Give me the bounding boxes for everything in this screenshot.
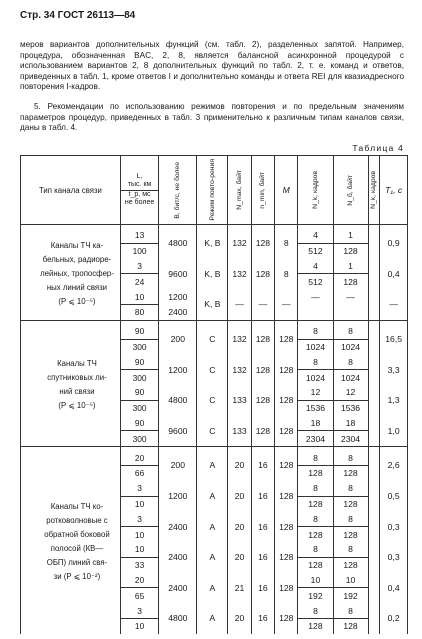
cell-nk-bytes: 512 xyxy=(298,274,333,289)
cell-bitrate: 9600 xyxy=(159,416,197,447)
col-nb: N_б, байт xyxy=(333,156,368,225)
channel-type-line: ОБП) линий свя- xyxy=(46,557,108,567)
cell-nk-bytes: 128 xyxy=(298,496,333,511)
cell-bitrate: 1200 xyxy=(159,354,197,385)
col-nk2: N_k, кадров xyxy=(368,156,380,225)
cell-length: 3 xyxy=(120,259,158,274)
cell-length: 20 xyxy=(120,447,158,466)
cell-nmax: 20 xyxy=(228,542,251,573)
cell-nb: 8 xyxy=(333,603,368,618)
cell-t1: 1,3 xyxy=(380,385,408,416)
cell-m: 128 xyxy=(275,354,298,385)
cell-m: 8 xyxy=(275,225,298,259)
cell-empty xyxy=(368,259,380,290)
cell-m: 128 xyxy=(275,603,298,634)
cell-time: 10 xyxy=(120,496,158,511)
cell-nk: 8 xyxy=(298,511,333,526)
cell-mode: K, B xyxy=(197,225,228,259)
cell-empty xyxy=(368,416,380,447)
cell-empty xyxy=(368,481,380,512)
paragraph-recommendations: 5. Рекомендации по использованию режимов повторения и по предельным значениям параметров процедур, приведенных в табл. 3 применительно к различным типам каналов связи, даны в табл. 4. xyxy=(20,102,404,133)
channel-group xyxy=(21,447,408,634)
paragraph-continuation: меров вариантов дополнительных функций (см. табл. 2), разделенных запятой. Например, процедура, обозначенная BAC, 2, 8, является балансной асинхронной процедурой с использованием вариантов 2, 8 дополнительных функций по табл. 2, т. е. команд и ответов, приведенных в табл. 1, кроме ответов I и дополнительно команды и ответа REI для квазиадресного повторения I-кадров. xyxy=(20,40,404,92)
cell-nb-bytes: 192 xyxy=(333,588,368,603)
cell-m: 128 xyxy=(275,416,298,447)
table-title: Таблица 4 xyxy=(352,143,404,153)
channel-type-line: Каналы ТЧ xyxy=(57,358,97,368)
table-row xyxy=(21,225,408,244)
cell-nmin: 128 xyxy=(251,225,274,259)
cell-nk-bytes: 1024 xyxy=(298,370,333,385)
col-t1: T₁, с xyxy=(380,156,408,225)
cell-bitrate: 4800 xyxy=(159,385,197,416)
cell-t1: 0,2 xyxy=(380,603,408,634)
cell-bitrate: 2400 xyxy=(159,542,197,573)
cell-nk: 8 xyxy=(298,447,333,466)
cell-nmax: 20 xyxy=(228,603,251,634)
cell-length: 90 xyxy=(120,416,158,431)
cell-mode: A xyxy=(197,511,228,542)
cell-nmin: 128 xyxy=(251,320,274,354)
cell-t1: 2,6 xyxy=(380,447,408,481)
cell-m: 128 xyxy=(275,447,298,481)
cell-mode: A xyxy=(197,573,228,604)
cell-nk-bytes: 128 xyxy=(298,618,333,633)
cell-nk: 10 xyxy=(298,573,333,588)
cell-length: 13 xyxy=(120,225,158,244)
cell-nb: 8 xyxy=(333,320,368,339)
cell-bitrate: 2400 xyxy=(159,511,197,542)
cell-empty xyxy=(368,225,380,259)
cell-mode: A xyxy=(197,481,228,512)
cell-nmax: 20 xyxy=(228,481,251,512)
cell-nb-bytes: 128 xyxy=(333,496,368,511)
cell-bitrate: 1200 xyxy=(159,289,197,304)
cell-nk-bytes: 128 xyxy=(298,557,333,572)
cell-length: 90 xyxy=(120,354,158,369)
cell-bitrate: 200 xyxy=(159,320,197,354)
cell-nb-bytes: 128 xyxy=(333,618,368,633)
cell-empty xyxy=(368,511,380,542)
cell-t1: 0,5 xyxy=(380,481,408,512)
cell-nk-bytes: 128 xyxy=(298,527,333,542)
cell-mode: A xyxy=(197,603,228,634)
cell-m: — xyxy=(275,289,298,320)
cell-mode: C xyxy=(197,416,228,447)
cell-nmin: 16 xyxy=(251,603,274,634)
cell-nb: 12 xyxy=(333,385,368,400)
cell-nk: 8 xyxy=(298,603,333,618)
cell-m: 128 xyxy=(275,573,298,604)
cell-time: 10 xyxy=(120,527,158,542)
cell-m: 128 xyxy=(275,511,298,542)
cell-empty xyxy=(368,603,380,634)
cell-nk-bytes xyxy=(298,304,333,320)
cell-bitrate-2: 2400 xyxy=(159,304,197,320)
cell-empty xyxy=(368,320,380,354)
cell-nmin: 16 xyxy=(251,542,274,573)
cell-nk-bytes: 192 xyxy=(298,588,333,603)
cell-mode: C xyxy=(197,354,228,385)
col-length: L, тыс. км t_р, мс не более xyxy=(120,156,158,225)
cell-nb-bytes: 128 xyxy=(333,274,368,289)
cell-bitrate: 4800 xyxy=(159,225,197,259)
cell-nk: 8 xyxy=(298,481,333,496)
channel-type-line: ных линий связи xyxy=(46,282,108,292)
col-bitrate: B, бит/с, не более xyxy=(159,156,197,225)
cell-m: 128 xyxy=(275,542,298,573)
cell-nmax: 132 xyxy=(228,259,251,290)
cell-nk: 12 xyxy=(298,385,333,400)
cell-t1: 0,4 xyxy=(380,573,408,604)
channel-type xyxy=(21,225,121,321)
channel-group xyxy=(21,225,408,321)
cell-nmax: 132 xyxy=(228,354,251,385)
channel-type-line: Каналы ТЧ ка- xyxy=(50,240,104,250)
cell-mode: K, B xyxy=(197,289,228,320)
col-mode: Режим повто-рения xyxy=(197,156,228,225)
cell-length: 10 xyxy=(120,542,158,557)
channel-type-line: спутниковых ли- xyxy=(47,372,107,382)
cell-time: 66 xyxy=(120,465,158,480)
cell-nmin: 128 xyxy=(251,416,274,447)
cell-nmin: — xyxy=(251,289,274,320)
cell-bitrate: 200 xyxy=(159,447,197,481)
cell-time: 33 xyxy=(120,557,158,572)
cell-t1: 0,3 xyxy=(380,542,408,573)
cell-nb-bytes: 128 xyxy=(333,465,368,480)
cell-nmax: 133 xyxy=(228,385,251,416)
table-row xyxy=(21,447,408,466)
cell-nb: 8 xyxy=(333,447,368,466)
cell-nmin: 16 xyxy=(251,511,274,542)
cell-nb-bytes: 1024 xyxy=(333,370,368,385)
page-header: Стр. 34 ГОСТ 26113—84 xyxy=(20,10,136,21)
cell-bitrate: 1200 xyxy=(159,481,197,512)
cell-nmin: 16 xyxy=(251,573,274,604)
cell-nmax: 132 xyxy=(228,225,251,259)
cell-nk: — xyxy=(298,289,333,304)
cell-nk: 8 xyxy=(298,354,333,369)
col-nmax: N_max, байт xyxy=(228,156,251,225)
cell-empty xyxy=(368,289,380,320)
channel-type-line: ний связи xyxy=(59,386,95,396)
channel-type-line: зи (P ⩽ 10⁻²) xyxy=(53,571,101,581)
cell-length: 90 xyxy=(120,385,158,400)
parameters-table xyxy=(20,155,408,634)
channel-type-line: ротковолновые с xyxy=(46,515,108,525)
channel-type-line: полосой (КВ— xyxy=(50,543,104,553)
channel-type-line: бельных, радиоре- xyxy=(42,254,112,264)
cell-length: 3 xyxy=(120,481,158,496)
cell-nb: 1 xyxy=(333,225,368,244)
cell-length: 3 xyxy=(120,511,158,526)
cell-empty xyxy=(368,354,380,385)
cell-nk: 18 xyxy=(298,416,333,431)
cell-nk-bytes: 2304 xyxy=(298,431,333,447)
channel-type xyxy=(21,320,121,446)
cell-time: 80 xyxy=(120,304,158,320)
channel-group xyxy=(21,320,408,446)
cell-m: 128 xyxy=(275,320,298,354)
cell-time: 100 xyxy=(120,243,158,258)
cell-nmin: 16 xyxy=(251,447,274,481)
cell-nk: 8 xyxy=(298,320,333,339)
cell-time: 10 xyxy=(120,618,158,633)
cell-nb: 8 xyxy=(333,481,368,496)
cell-nb-bytes: 128 xyxy=(333,527,368,542)
cell-time: 300 xyxy=(120,431,158,447)
channel-type-line: (P ⩽ 10⁻⁵) xyxy=(58,296,96,306)
cell-nmax: 21 xyxy=(228,573,251,604)
cell-nb-bytes: 1536 xyxy=(333,400,368,415)
cell-t1: 1,0 xyxy=(380,416,408,447)
cell-empty xyxy=(368,542,380,573)
cell-empty xyxy=(368,447,380,481)
col-m: M xyxy=(275,156,298,225)
cell-length: 20 xyxy=(120,573,158,588)
cell-mode: K, B xyxy=(197,259,228,290)
cell-m: 128 xyxy=(275,481,298,512)
cell-length: 3 xyxy=(120,603,158,618)
channel-type xyxy=(21,447,121,634)
cell-nk: 8 xyxy=(298,542,333,557)
cell-nb: 8 xyxy=(333,542,368,557)
cell-t1: 0,9 xyxy=(380,225,408,259)
cell-nb-bytes: 1024 xyxy=(333,339,368,354)
cell-nb: 18 xyxy=(333,416,368,431)
cell-nb: 8 xyxy=(333,511,368,526)
cell-bitrate: 2400 xyxy=(159,573,197,604)
channel-type-line: обратной боковой xyxy=(44,529,110,539)
cell-t1: 16,5 xyxy=(380,320,408,354)
cell-nk: 4 xyxy=(298,225,333,244)
channel-type-line: лейных, тропосфер- xyxy=(40,268,114,278)
cell-t1: 0,4 xyxy=(380,259,408,290)
col-nk: N_k, кадров xyxy=(298,156,333,225)
cell-bitrate: 4800 xyxy=(159,603,197,634)
cell-time: 300 xyxy=(120,339,158,354)
col-type: Тип канала связи xyxy=(21,156,121,225)
cell-nb-bytes: 2304 xyxy=(333,431,368,447)
cell-time: 65 xyxy=(120,588,158,603)
cell-nk-bytes: 1536 xyxy=(298,400,333,415)
cell-nk: 4 xyxy=(298,259,333,274)
channel-type-line: Каналы ТЧ ко- xyxy=(50,501,104,511)
cell-nb-bytes: 128 xyxy=(333,557,368,572)
cell-nmax: 20 xyxy=(228,447,251,481)
channel-type-line: (P ⩽ 10⁻⁵) xyxy=(58,400,96,410)
cell-length: 10 xyxy=(120,289,158,304)
cell-empty xyxy=(368,385,380,416)
cell-nmin: 128 xyxy=(251,354,274,385)
cell-time: 24 xyxy=(120,274,158,289)
cell-nmax: 133 xyxy=(228,416,251,447)
cell-nb: 10 xyxy=(333,573,368,588)
cell-mode: C xyxy=(197,320,228,354)
col-nmin: n_min, байт xyxy=(251,156,274,225)
cell-t1: — xyxy=(380,289,408,320)
cell-mode: A xyxy=(197,542,228,573)
cell-nmin: 16 xyxy=(251,481,274,512)
cell-nk-bytes: 512 xyxy=(298,243,333,258)
cell-m: 8 xyxy=(275,259,298,290)
cell-t1: 3,3 xyxy=(380,354,408,385)
cell-nb-bytes xyxy=(333,304,368,320)
cell-bitrate: 9600 xyxy=(159,259,197,290)
cell-m: 128 xyxy=(275,385,298,416)
cell-nmax: — xyxy=(228,289,251,320)
cell-time: 300 xyxy=(120,370,158,385)
cell-nb: — xyxy=(333,289,368,304)
cell-nmax: 132 xyxy=(228,320,251,354)
cell-nb: 8 xyxy=(333,354,368,369)
cell-time: 300 xyxy=(120,400,158,415)
cell-nb: 1 xyxy=(333,259,368,274)
cell-nmin: 128 xyxy=(251,259,274,290)
cell-nb-bytes: 128 xyxy=(333,243,368,258)
cell-nk-bytes: 1024 xyxy=(298,339,333,354)
cell-mode: A xyxy=(197,447,228,481)
table-row xyxy=(21,320,408,339)
cell-empty xyxy=(368,573,380,604)
cell-mode: C xyxy=(197,385,228,416)
cell-nk-bytes: 128 xyxy=(298,465,333,480)
cell-nmax: 20 xyxy=(228,511,251,542)
cell-length: 90 xyxy=(120,320,158,339)
cell-nmin: 128 xyxy=(251,385,274,416)
cell-t1: 0,3 xyxy=(380,511,408,542)
